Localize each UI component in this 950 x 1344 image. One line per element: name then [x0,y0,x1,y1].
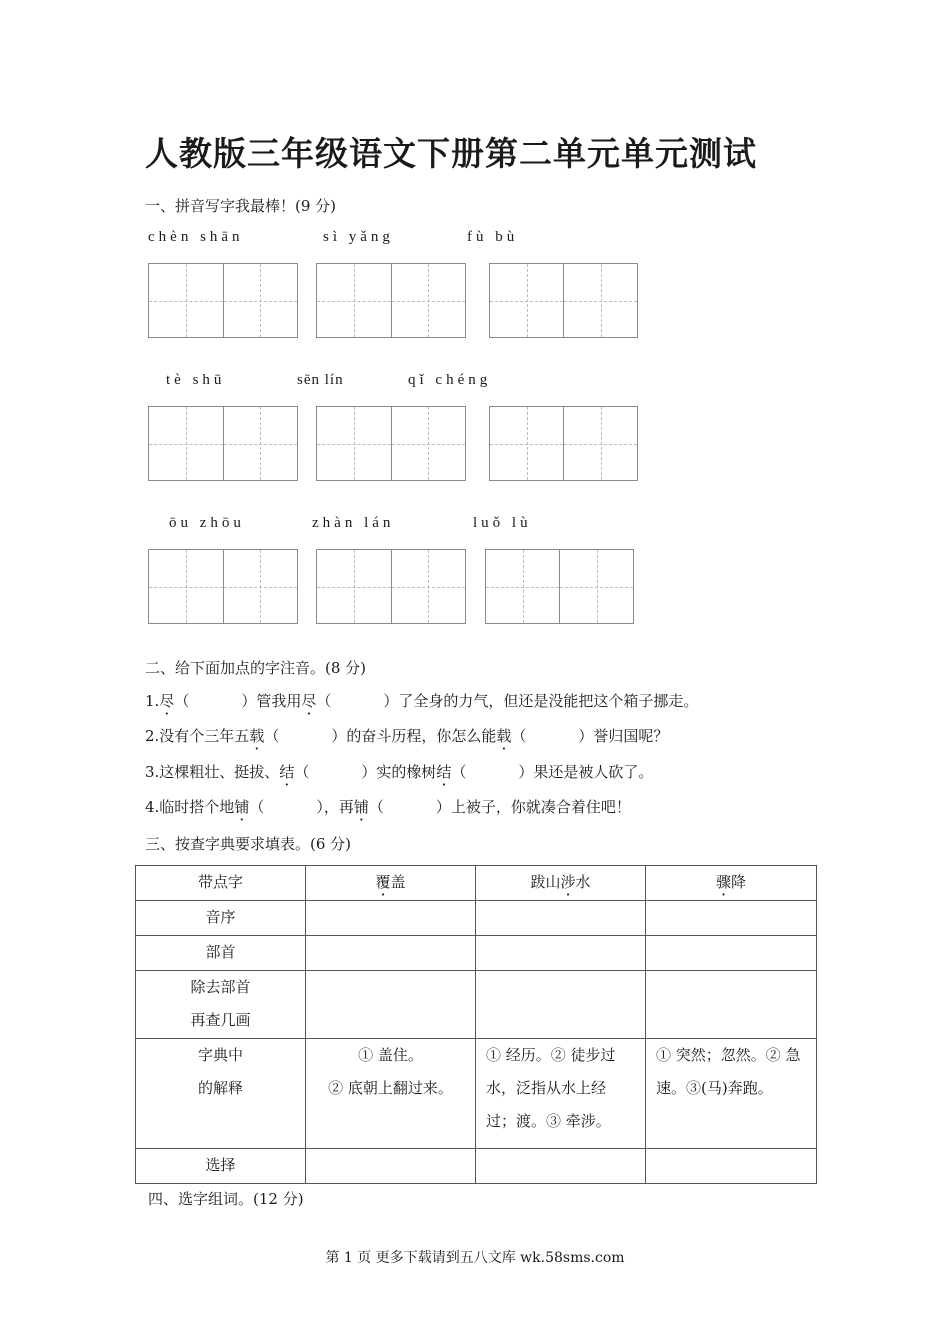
answer-cell[interactable] [646,971,817,1039]
writing-grid[interactable] [316,549,466,624]
word-cell: 跋山涉水 [476,866,646,901]
explanation-1: ① 盖住。 ② 底朝上翻过来。 [306,1039,476,1149]
pinyin-3: fù bù [467,229,519,245]
dotted-char: 尽 [301,692,317,710]
answer-cell[interactable] [306,936,476,971]
writing-grid[interactable] [485,549,634,624]
answer-cell[interactable] [306,901,476,936]
writing-grid[interactable] [316,406,466,481]
dotted-char: 尽 [159,692,175,710]
word-cell: 骤降 [646,866,817,901]
answer-cell[interactable] [646,1149,817,1184]
dotted-char: 铺 [234,798,250,816]
page-title: 人教版三年级语文下册第二单元单元测试 [145,134,757,173]
row-label-strokes: 除去部首 再查几画 [136,971,306,1039]
pinyin-7: ōu zhōu [169,515,245,531]
answer-cell[interactable] [306,1149,476,1184]
word-cell: 覆盖 [306,866,476,901]
answer-cell[interactable] [646,936,817,971]
dotted-char: 载 [249,727,265,745]
dotted-char: 载 [496,727,512,745]
dictionary-table [135,865,817,1184]
pinyin-1: chèn shān [148,229,244,245]
writing-grid[interactable] [316,263,466,338]
writing-grid[interactable] [489,263,638,338]
row-label-choice: 选择 [136,1149,306,1184]
pinyin-6: qǐ chéng [408,372,492,388]
explanation-3: ① 突然；忽然。② 急速。③(马)奔跑。 [646,1039,817,1149]
pinyin-8: zhàn lán [312,515,395,531]
pinyin-9: luǒ lù [473,515,532,531]
answer-cell[interactable] [476,971,646,1039]
writing-grid[interactable] [148,263,298,338]
dotted-char: 结 [279,763,295,781]
row-label-header: 带点字 [136,866,306,901]
page-footer: 第 1 页 更多下载请到五八文库 wk.58sms.com [325,1250,625,1266]
writing-grid[interactable] [148,406,298,481]
pinyin-5: sēn lín [297,372,344,388]
row-label-yinxu: 音序 [136,901,306,936]
answer-cell[interactable] [476,936,646,971]
writing-grid[interactable] [148,549,298,624]
question-4: 4.临时搭个地铺（ ），再铺（ ）上被子，你就凑合着住吧！ [145,798,631,816]
section1-heading: 一、拼音写字我最棒！(9 分) [145,197,337,215]
question-1: 1.尽（ ）管我用尽（ ）了全身的力气，但还是没能把这个箱子挪走。 [145,692,699,710]
explanation-2: ① 经历。② 徒步过水，泛指从水上经过；渡。③ 牵涉。 [476,1039,646,1149]
section3-heading: 三、按查字典要求填表。(6 分) [145,835,352,853]
answer-cell[interactable] [646,901,817,936]
row-label-bushou: 部首 [136,936,306,971]
pinyin-4: tè shū [166,372,226,388]
dotted-char: 铺 [353,798,369,816]
pinyin-2: sì yǎng [323,229,394,245]
answer-cell[interactable] [306,971,476,1039]
section4-heading: 四、选字组词。(12 分) [148,1190,304,1208]
answer-cell[interactable] [476,901,646,936]
section2-heading: 二、给下面加点的字注音。(8 分) [145,659,367,677]
row-label-explanation: 字典中 的解释 [136,1039,306,1149]
writing-grid[interactable] [489,406,638,481]
dotted-char: 结 [436,763,452,781]
answer-cell[interactable] [476,1149,646,1184]
question-2: 2.没有个三年五载（ ）的奋斗历程，你怎么能载（ ）誉归国呢？ [145,727,669,745]
question-3: 3.这棵粗壮、挺拔、结（ ）实的橡树结（ ）果还是被人砍了。 [145,763,654,781]
